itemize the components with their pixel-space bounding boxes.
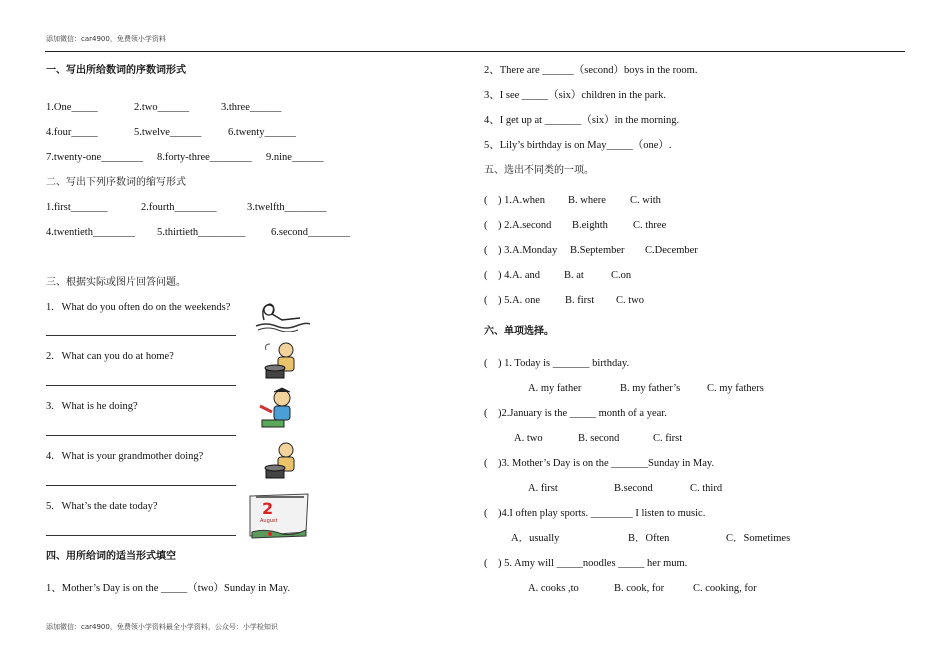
s5-question: ( ) 1.A.when [484, 195, 545, 206]
answer-line[interactable] [46, 435, 236, 436]
s5-option: C. with [630, 195, 661, 206]
answer-line[interactable] [46, 335, 236, 336]
s1-item: 6.twenty______ [228, 127, 296, 138]
s5-option: B.September [570, 245, 625, 256]
s5-option: C. three [633, 220, 667, 231]
s6-option: C. third [690, 483, 723, 494]
section2-title: 二、写出下列序数词的缩写形式 [46, 177, 186, 188]
s6-option: A. my father [528, 383, 582, 394]
calendar-picture [246, 492, 312, 540]
s1-item: 4.four_____ [46, 127, 98, 138]
s6-option: C. first [653, 433, 683, 444]
s5-option: C.on [611, 270, 632, 281]
s4-item: 3、I see _____（six）children in the park. [484, 90, 666, 101]
s2-item: 5.thirtieth_________ [157, 227, 246, 238]
s6-option: A. first [528, 483, 558, 494]
s2-item: 6.second________ [271, 227, 351, 238]
s4-item: 2、There are ______（second）boys in the room. [484, 65, 698, 76]
section1-title: 一、写出所给数词的序数词形式 [46, 65, 186, 76]
s4-item: 5、Lily’s birthday is on May_____（one）. [484, 140, 672, 151]
s6-question: ( )3. Mother’s Day is on the _______Sunday in May. [484, 458, 715, 469]
s6-option: C. my fathers [707, 383, 764, 394]
s5-option: B. first [565, 295, 595, 306]
s4-item: 1、Mother’s Day is on the _____（two）Sunday in May. [46, 583, 291, 594]
s5-question: ( ) 4.A. and [484, 270, 540, 281]
s3-question: 1. What do you often do on the weekends? [46, 302, 231, 313]
s2-item: 1.first_______ [46, 202, 108, 213]
section4-title: 四、用所给词的适当形式填空 [46, 551, 176, 562]
s1-item: 8.forty-three________ [157, 152, 252, 163]
s6-option: B．Often [628, 533, 670, 544]
s3-question: 5. What’s the date today? [46, 501, 158, 512]
s5-option: B. at [564, 270, 584, 281]
section5-title: 五、选出不同类的一项。 [484, 165, 594, 176]
header-rule [45, 51, 905, 52]
s2-item: 4.twentieth________ [46, 227, 135, 238]
s4-item: 4、I get up at _______（six）in the morning. [484, 115, 680, 126]
s3-question: 4. What is your grandmother doing? [46, 451, 204, 462]
s2-item: 2.fourth________ [141, 202, 217, 213]
s6-question: ( ) 5. Amy will _____noodles _____ her mum. [484, 558, 688, 569]
boy-picture [256, 386, 296, 430]
s6-option: B.second [614, 483, 653, 494]
calendar-number: 2 [262, 499, 274, 518]
section6-title: 六、单项选择。 [484, 326, 554, 337]
s6-option: A. two [514, 433, 543, 444]
header-note: 添加微信：car4900，免费领小学资料 [46, 35, 166, 43]
s5-option: C. two [616, 295, 645, 306]
s6-option: B. cook, for [614, 583, 665, 594]
answer-line[interactable] [46, 385, 236, 386]
s6-option: C. cooking, for [693, 583, 757, 594]
s6-question: ( )4.I often play sports. ________ I listen to music. [484, 508, 706, 519]
answer-line[interactable] [46, 535, 236, 536]
s6-option: C．Sometimes [726, 533, 791, 544]
s1-item: 3.three______ [221, 102, 282, 113]
section3-title: 三、根据实际或图片回答问题。 [46, 277, 186, 288]
s5-option: B. where [568, 195, 606, 206]
s5-question: ( ) 2.A.second [484, 220, 552, 231]
footer-note: 添加微信：car4900，免费领小学资料最全小学资料，公众号：小学检知识 [46, 623, 278, 631]
swimming-picture [252, 300, 312, 332]
s6-option: A. cooks ,to [528, 583, 579, 594]
s6-option: B. second [578, 433, 620, 444]
s1-item: 1.One_____ [46, 102, 98, 113]
s3-question: 3. What is he doing? [46, 401, 138, 412]
grandmother-cooking-picture [262, 440, 302, 482]
s1-item: 9.nine______ [266, 152, 324, 163]
s6-option: B. my father’s [620, 383, 681, 394]
s1-item: 2.two______ [134, 102, 190, 113]
cooking-picture [262, 340, 302, 382]
s5-option: B.eighth [572, 220, 608, 231]
s5-option: C.December [645, 245, 698, 256]
s2-item: 3.twelfth________ [247, 202, 327, 213]
s5-question: ( ) 5.A. one [484, 295, 540, 306]
s5-question: ( ) 3.A.Monday [484, 245, 558, 256]
s6-option: A．usually [511, 533, 560, 544]
s1-item: 7.twenty-one________ [46, 152, 144, 163]
s1-item: 5.twelve______ [134, 127, 202, 138]
s6-question: ( )2.January is the _____ month of a year. [484, 408, 667, 419]
s3-question: 2. What can you do at home? [46, 351, 174, 362]
s6-question: ( ) 1. Today is _______ birthday. [484, 358, 630, 369]
answer-line[interactable] [46, 485, 236, 486]
calendar-month: August [260, 518, 278, 524]
